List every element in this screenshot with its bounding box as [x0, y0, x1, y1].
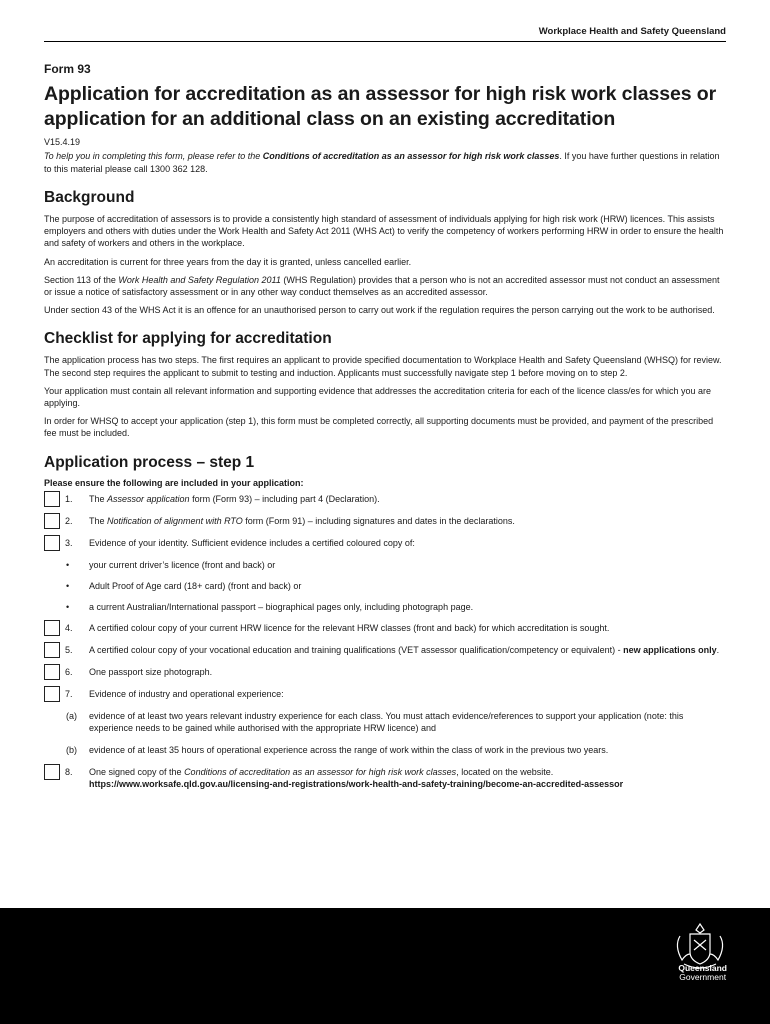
background-heading: Background [44, 189, 135, 206]
background-paragraph: Section 113 of the Work Health and Safety Regulation 2011 (WHS Regulation) provides that a person who is not an accredited assessor must not conduct an assessment or issue a notice of satisfactory assessment or in any other way conduct themselves as an accredited assessor. [44, 274, 720, 298]
item-number: 7. [65, 688, 73, 699]
item-number: 1. [65, 493, 73, 504]
queensland-government-wordmark: Queensland Government [678, 963, 727, 982]
version-label: V15.4.19 [44, 137, 81, 147]
footer-band [0, 908, 770, 1024]
item-number: 2. [65, 515, 73, 526]
bullet-icon: • [66, 559, 70, 570]
checklist-item: 1. The Assessor application form (Form 93) – including part 4 (Declaration). [44, 493, 726, 505]
checklist-item: 3. Evidence of your identity. Sufficient evidence includes a certified coloured copy of: [44, 537, 726, 549]
item-number: 3. [65, 537, 73, 548]
checklist-item: 5. A certified colour copy of your vocational education and training qualifications (VET assessor qualification/competency or equivalent) - new applications only. [44, 644, 726, 656]
bullet-item: • Adult Proof of Age card (18+ card) (front and back) or [66, 580, 302, 591]
checklist-paragraph: In order for WHSQ to accept your application (step 1), this form must be completed correctly, all supporting documents must be provided, and payment of the prescribed fee must be included. [44, 416, 714, 439]
process-heading: Application process – step 1 [44, 453, 255, 471]
checkbox[interactable] [44, 535, 60, 551]
item-number: 5. [65, 644, 73, 655]
page-title: Application for accreditation as an assessor for high risk work classes or application for an additional class on an existing accreditation [44, 83, 717, 130]
checklist-items [44, 493, 726, 790]
checklist-item: 4. A certified colour copy of your current HRW licence for the relevant HRW classes (front and back) for which accreditation is sought. [44, 622, 726, 634]
sub-item-label: (a) [66, 710, 77, 721]
process-subheading: Please ensure the following are included in your application: [44, 477, 304, 488]
bullet-icon: • [66, 601, 70, 612]
bullet-item: • your current driver’s licence (front and back) or [66, 559, 276, 570]
form-content [44, 62, 726, 800]
checklist-paragraph: Your application must contain all relevant information and supporting evidence that addresses the accreditation criteria for each of the licence class/es for which you are applying. [44, 385, 712, 409]
checkbox[interactable] [44, 620, 60, 636]
intro-text: To help you in completing this form, please refer to the Conditions of accreditation as an assessor for high risk work classes. If you have further questions in relation to this material please call 1300 362 128. [44, 151, 720, 174]
checklist-paragraph: The application process has two steps. The first requires an applicant to provide specified documentation to Workplace Health and Safety Queensland (WHSQ) for review. The second step requires the applicant to submit to testing and induction. Applicants must successfully navigate step 1 before moving on to step 2. [44, 355, 722, 378]
checkbox[interactable] [44, 491, 60, 507]
checklist-item: 8. One signed copy of the Conditions of accreditation as an assessor for high risk work classes, located on the website. https://www.worksafe.qld.gov.au/licensing-and-registrations/work-health-and-safety-training/become-an-accredited-assessor [44, 766, 726, 790]
sub-item: (b) evidence of at least 35 hours of operational experience across the range of work within the class of work in the previous two years. [66, 744, 609, 755]
website-link[interactable]: https://www.worksafe.qld.gov.au/licensing-and-registrations/work-health-and-safety-training/become-an-accredited-assessor [89, 778, 624, 789]
checklist-item: 2. The Notification of alignment with RTO form (Form 91) – including signatures and dates in the declarations. [44, 515, 726, 527]
bullet-icon: • [66, 580, 70, 591]
header-organisation: Workplace Health and Safety Queensland [538, 26, 726, 37]
background-paragraph: The purpose of accreditation of assessors is to provide a consistently high standard of assessment of individuals applying for high risk work (HRW) licences. This assists employers and others with duties under the Work Health and Safety Act 2011 (WHS Act) to verify the competency of workers performing HRW in order to ensure the health and safety of workers and others in the workplace. [44, 214, 724, 249]
item-number: 4. [65, 622, 73, 633]
form-number: Form 93 [44, 62, 91, 76]
checklist-item: 6. One passport size photograph. [44, 666, 726, 678]
queensland-crest-icon [670, 918, 730, 998]
bullet-item: • a current Australian/International passport – biographical pages only, including photograph page. [66, 601, 474, 612]
checkbox[interactable] [44, 642, 60, 658]
item-number: 8. [65, 766, 73, 777]
checkbox[interactable] [44, 686, 60, 702]
sub-item: (a) evidence of at least two years relevant industry experience for each class. You must attach evidence/references to support your application (note: this experience needs to be gained while authorised with the appropriate HRW licence) and [66, 710, 684, 733]
checkbox[interactable] [44, 513, 60, 529]
checkbox[interactable] [44, 764, 60, 780]
item-number: 6. [65, 666, 73, 677]
background-paragraph: An accreditation is current for three years from the day it is granted, unless cancelled earlier. [44, 256, 412, 267]
checklist-item: 7. Evidence of industry and operational experience: [44, 688, 726, 700]
header-divider [44, 41, 726, 42]
checklist-heading: Checklist for applying for accreditation [44, 330, 332, 348]
checkbox[interactable] [44, 664, 60, 680]
sub-item-label: (b) [66, 744, 77, 755]
background-paragraph: Under section 43 of the WHS Act it is an offence for an unauthorised person to carry out work if the regulation requires the person carrying out the work to be authorised. [44, 305, 715, 316]
